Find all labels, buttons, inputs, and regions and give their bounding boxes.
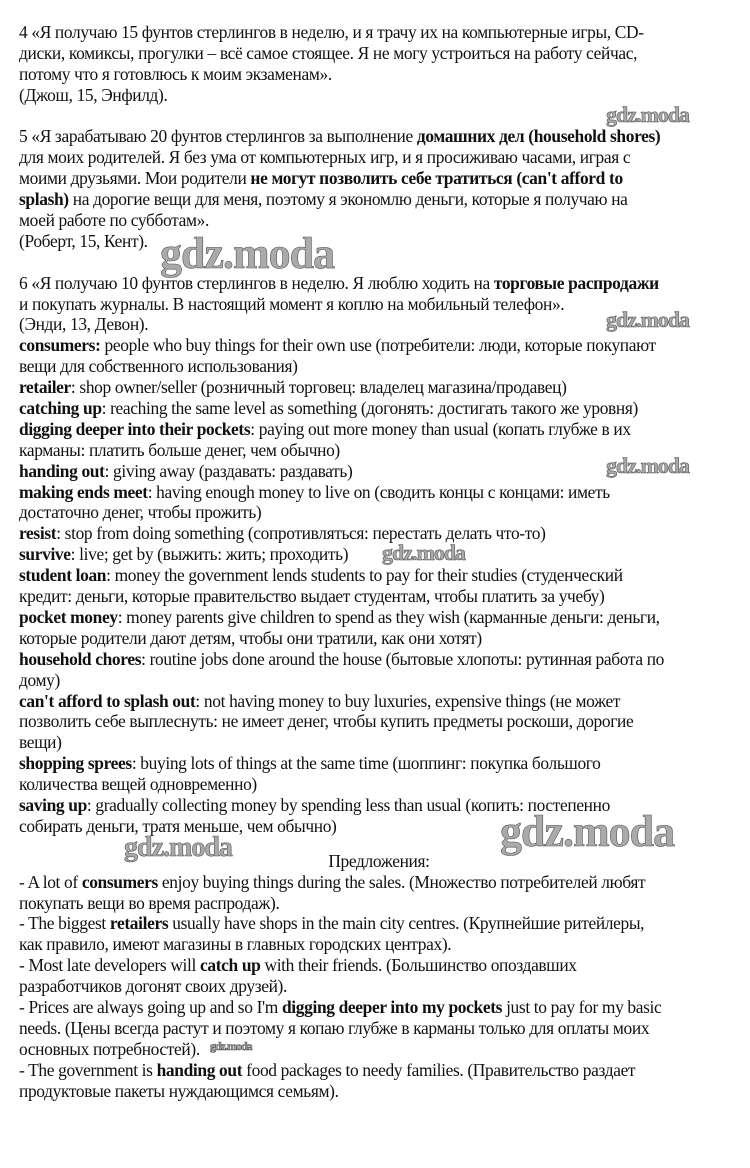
text-line [19, 1018, 739, 1039]
bold-term: student loan [19, 565, 107, 586]
text-run: : giving away (раздавать: раздавать) [104, 460, 353, 481]
text-line [19, 732, 739, 753]
bold-term: survive [19, 544, 71, 565]
text-line [19, 168, 739, 189]
text-run: : money parents give children to spend as they wish (карманные деньги: деньги, [117, 606, 660, 627]
text-run: достаточно денег, чтобы прожить) [19, 502, 262, 523]
text-line [19, 1060, 739, 1081]
text-line [19, 670, 739, 691]
bold-term: saving up [19, 794, 87, 815]
bold-term: digging deeper into their pockets [19, 418, 251, 439]
text-run: (Энди, 13, Девон). [19, 314, 149, 335]
text-line [19, 419, 739, 440]
text-run: основных потребностей). [19, 1038, 200, 1059]
text-run: продуктовые пакеты нуждающимся семьям). [19, 1080, 339, 1101]
text-line [19, 210, 739, 231]
text-run: моими друзьями. Мои родители [19, 168, 251, 189]
paragraph-gap [19, 252, 739, 273]
bold-term: resist [19, 523, 57, 544]
text-run: вещи для собственного использования) [19, 356, 298, 377]
bold-term: catching up [19, 398, 102, 419]
text-line [19, 22, 739, 43]
text-line [19, 691, 739, 712]
text-run: - The biggest [19, 913, 110, 934]
text-line [19, 1039, 739, 1060]
watermark-logo: gdz.moda [382, 540, 466, 565]
bold-term: can't afford to splash out [19, 690, 196, 711]
text-line [19, 356, 739, 377]
document-body [19, 22, 739, 1101]
text-run: : stop from doing something (сопротивляться: перестать делать что-то) [56, 523, 546, 544]
text-line [19, 377, 739, 398]
text-line [19, 335, 739, 356]
text-run: разработчиков догонят своих друзей). [19, 976, 287, 997]
text-line [19, 711, 739, 732]
text-line [19, 955, 739, 976]
text-run: собирать деньги, тратя меньше, чем обычно) [19, 815, 337, 836]
text-line [19, 273, 739, 294]
bold-term: household chores [19, 648, 142, 669]
text-line [19, 913, 739, 934]
text-run: которые родители дают детям, чтобы они тратили, как они хотят) [19, 627, 482, 648]
text-run: needs. (Цены всегда растут и поэтому я копаю глубже в карманы только для оплаты моих [19, 1017, 650, 1038]
watermark-logo: gdz.moda [210, 1039, 252, 1053]
bold-term: handing out [156, 1059, 243, 1080]
text-line [19, 774, 739, 795]
bold-term: retailer [19, 377, 71, 398]
text-line [19, 64, 739, 85]
bold-term: digging deeper into my pockets [281, 996, 503, 1017]
text-run: : live; get by (выжить: жить; проходить) [70, 544, 349, 565]
text-run: - A lot of [19, 871, 82, 892]
text-run: (Роберт, 15, Кент). [19, 230, 148, 251]
watermark-logo: gdz.moda [124, 832, 232, 863]
text-run: enjoy buying things during the sales. (Множество потребителей любят [157, 871, 646, 892]
text-line [19, 189, 739, 210]
text-line [19, 976, 739, 997]
bold-term: shopping sprees [19, 753, 132, 774]
text-run: вещи) [19, 732, 62, 753]
text-run: Предложения: [328, 850, 430, 871]
text-run: with their friends. (Большинство опоздавших [260, 955, 577, 976]
text-run: позволить себе выплеснуть: не имеет денег, чтобы купить предметы роскоши, дорогие [19, 711, 634, 732]
text-run: : paying out more money than usual (копать глубже в их [250, 418, 631, 439]
text-line [19, 43, 739, 64]
text-line [19, 398, 739, 419]
text-run: : not having money to buy luxuries, expensive things (не может [195, 690, 621, 711]
bold-term: торговые распродажи [493, 272, 659, 293]
text-run: : shop owner/seller (розничный торговец: владелец магазина/продавец) [70, 377, 567, 398]
text-run: people who buy things for their own use (потребители: люди, которые покупают [100, 335, 656, 356]
text-line [19, 934, 739, 955]
text-line [19, 1081, 739, 1102]
text-run: как правило, имеют магазины в главных городских центрах). [19, 934, 452, 955]
text-run: just to pay for my basic [502, 996, 662, 1017]
text-line [19, 482, 739, 503]
text-line [19, 607, 739, 628]
bold-term: retailers [109, 913, 169, 934]
text-line [19, 753, 739, 774]
watermark-logo: gdz.moda [606, 453, 690, 478]
text-run: и покупать журналы. В настоящий момент я коплю на мобильный телефон». [19, 293, 565, 314]
text-run: - Most late developers will [19, 955, 200, 976]
text-run: : buying lots of things at the same time (шоппинг: покупка большого [131, 753, 601, 774]
text-run: 6 «Я получаю 10 фунтов стерлингов в неделю. Я люблю ходить на [19, 272, 494, 293]
text-line [19, 147, 739, 168]
bold-term: consumers: [19, 335, 101, 356]
text-line [19, 586, 739, 607]
text-line [19, 565, 739, 586]
text-run: для моих родителей. Я без ума от компьютерных игр, и я просиживаю часами, играя с [19, 147, 631, 168]
text-line [19, 628, 739, 649]
text-line [19, 523, 739, 544]
text-run: дому) [19, 669, 60, 690]
text-line [19, 997, 739, 1018]
text-run: : routine jobs done around the house (бытовые хлопоты: рутинная работа по [141, 648, 665, 669]
bold-term: не могут позволить себе тратиться (can't afford to [250, 168, 623, 189]
bold-term: домашних дел (household shores) [416, 126, 661, 147]
text-line [19, 872, 739, 893]
text-run: : reaching the same level as something (догонять: достигать такого же уровня) [101, 398, 638, 419]
watermark-logo: gdz.moda [606, 307, 690, 332]
text-run: - Prices are always going up and so I'm [19, 996, 282, 1017]
text-run: : gradually collecting money by spending less than usual (копить: постепенно [86, 794, 610, 815]
text-run: потому что я готовлюсь к моим экзаменам». [19, 63, 332, 84]
text-line [19, 502, 739, 523]
text-run: количества вещей одновременно) [19, 774, 257, 795]
text-run: - The government is [19, 1059, 157, 1080]
text-run: покупать вещи во время распродаж). [19, 892, 280, 913]
bold-term: consumers [81, 871, 158, 892]
bold-term: making ends meet [19, 481, 148, 502]
bold-term: handing out [19, 460, 105, 481]
text-line [19, 544, 739, 565]
bold-term: splash) [19, 189, 69, 210]
watermark-logo: gdz.moda [606, 102, 690, 127]
text-run: кредит: деньги, которые правительство выдает студентам, чтобы платить за учебу) [19, 586, 605, 607]
text-run: food packages to needy families. (Правительство раздает [242, 1059, 636, 1080]
text-run: usually have shops in the main city centres. (Крупнейшие ритейлеры, [168, 913, 645, 934]
text-line [19, 126, 739, 147]
bold-term: catch up [199, 955, 261, 976]
text-line [19, 649, 739, 670]
watermark-logo: gdz.moda [500, 807, 675, 856]
text-run: : having enough money to live on (сводить концы с концами: иметь [147, 481, 610, 502]
text-run: диски, комиксы, прогулки – всё самое стоящее. Я не могу устроиться на работу сейчас, [19, 42, 638, 63]
text-run: 4 «Я получаю 15 фунтов стерлингов в неделю, и я трачу их на компьютерные игры, CD- [19, 22, 644, 42]
text-run: на дорогие вещи для меня, поэтому я экономлю деньги, которые я получаю на [68, 189, 628, 210]
text-line [19, 231, 739, 252]
text-line [19, 893, 739, 914]
text-run: моей работе по субботам». [19, 210, 209, 231]
text-run: карманы: платить больше денег, чем обычно) [19, 439, 340, 460]
text-run: (Джош, 15, Энфилд). [19, 84, 168, 105]
text-run: 5 «Я зарабатываю 20 фунтов стерлингов за выполнение [19, 126, 417, 147]
bold-term: pocket money [19, 606, 118, 627]
text-run: : money the government lends students to pay for their studies (студенческий [106, 565, 623, 586]
watermark-logo: gdz.moda [160, 229, 335, 278]
